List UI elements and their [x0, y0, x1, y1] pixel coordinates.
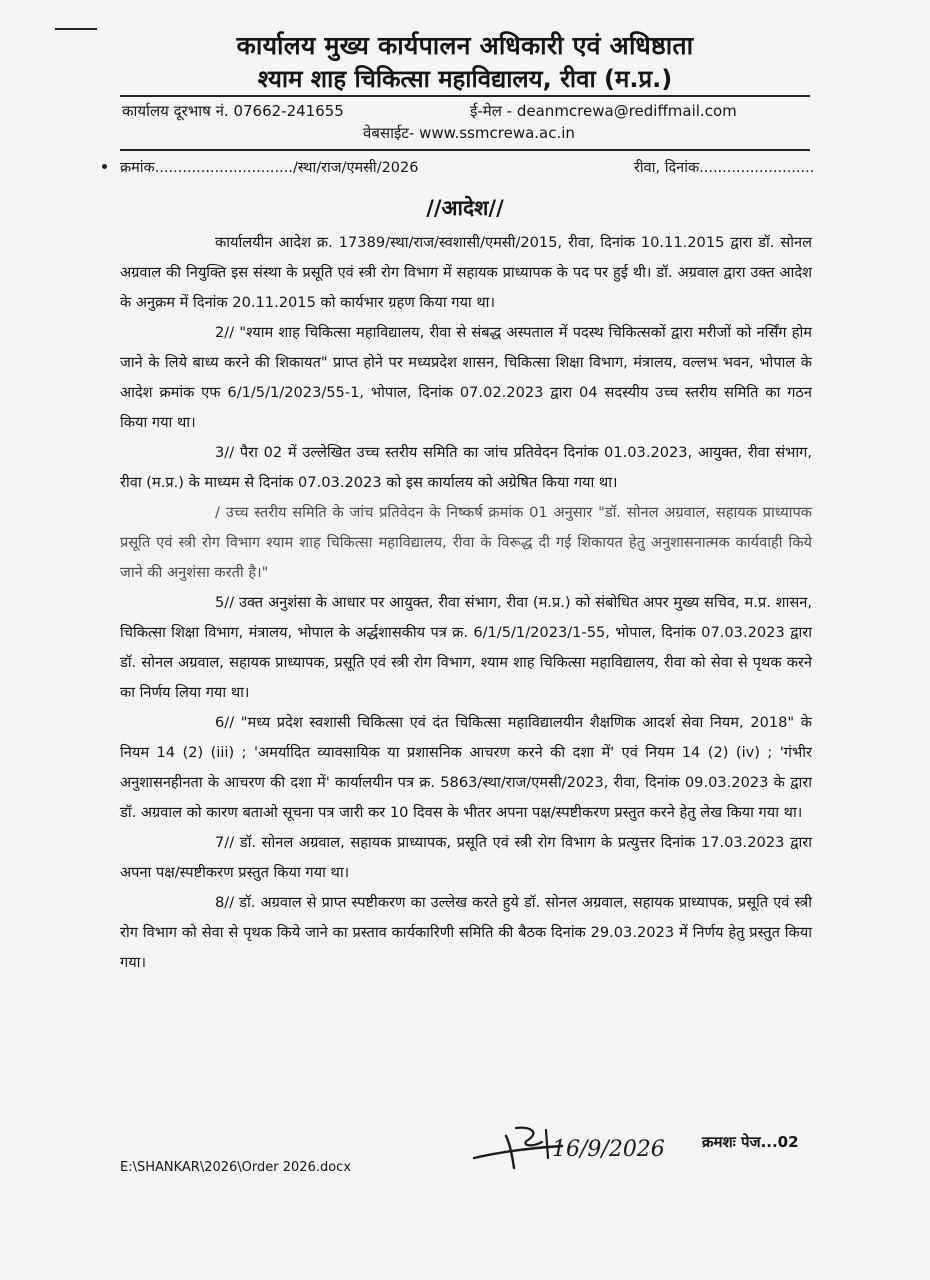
bullet-dot: [102, 164, 107, 169]
signature-date: 16/9/2026: [552, 1137, 665, 1162]
header-rule-top: [120, 95, 810, 97]
office-title: कार्यालय मुख्य कार्यपालन अधिकारी एवं अधिष्ठाता: [236, 31, 694, 60]
office-phone: कार्यालय दूरभाष नं. 07662-241655: [122, 102, 344, 120]
paragraph-2: 2// "श्याम शाह चिकित्सा महाविद्यालय, रीवा से संबद्ध अस्पताल में पदस्थ चिकित्सकों द्वारा मरीजों को नर्सिंग होम जाने के लिये बाध्य करने की शिकायत" प्राप्त होने पर मध्यप्रदेश शासन, चिकित्सा शिक्षा विभाग, मंत्रालय, वल्लभ भवन, भोपाल के आदेश क्रमांक एफ 6/1/5/1/2023/55-1, भोपाल, दिनांक 07.02.2023 द्वारा 04 सदस्यीय उच्च स्तरीय समिति का गठन किया गया था।: [120, 324, 812, 431]
handwritten-signature: [470, 1118, 670, 1174]
paragraph-5: 5// उक्त अनुशंसा के आधार पर आयुक्त, रीवा संभाग, रीवा (म.प्र.) को संबोधित अपर मुख्य सचिव, म.प्र. शासन, चिकित्सा शिक्षा विभाग, मंत्रालय, भोपाल के अर्द्धशासकीय पत्र क्र. 6/1/5/1/2023/1-55, भोपाल, दिनांक 07.03.2023 द्वारा डॉ. सोनल अग्रवाल, सहायक प्राध्यापक, प्रसूति एवं स्त्री रोग विभाग, श्याम शाह चिकित्सा महाविद्यालय, रीवा को सेवा से पृथक करने का निर्णय लिया गया था।: [120, 594, 812, 701]
paragraph-3: 3// पैरा 02 में उल्लेखित उच्च स्तरीय समिति का जांच प्रतिवेदन दिनांक 01.03.2023, आयुक्त, रीवा संभाग, रीवा (म.प्र.) के माध्यम से दिनांक 07.03.2023 को इस कार्यालय को अग्रेषित किया गया था।: [120, 444, 812, 491]
paragraph-8: 8// डॉ. अग्रवाल से प्राप्त स्पष्टीकरण का उल्लेख करते हुये डॉ. सोनल अग्रवाल, सहायक प्राध्यापक, प्रसूति एवं स्त्री रोग विभाग को सेवा से पृथक किये जाने का प्रस्ताव कार्यकारिणी समिति की बैठक दिनांक 29.03.2023 में निर्णय हेतु प्रस्तुत किया गया।: [120, 894, 812, 971]
paragraph-4: / उच्च स्तरीय समिति के जांच प्रतिवेदन के निष्कर्ष क्रमांक 01 अनुसार "डॉ. सोनल अग्रवाल, सहायक प्राध्यापक प्रसूति एवं स्त्री रोग विभाग श्याम शाह चिकित्सा महाविद्यालय, रीवा के विरूद्ध दी गई शिकायत हेतु अनुशासनात्मक कार्यवाही किये जाने की अनुशंसा करती है।": [120, 504, 812, 581]
paragraph-7: 7// डॉ. सोनल अग्रवाल, सहायक प्राध्यापक, प्रसूति एवं स्त्री रोग विभाग के प्रत्युत्तर दिनांक 17.03.2023 द्वारा अपना पक्ष/स्पष्टीकरण प्रस्तुत किया गया था।: [120, 834, 812, 881]
continued-note: क्रमशः पेज...02: [702, 1133, 799, 1151]
reference-number: क्रमांक............................../स्था/राज/एमसी/2026: [120, 160, 419, 176]
office-website: वेबसाईट- www.ssmcrewa.ac.in: [363, 124, 575, 142]
order-body: [120, 228, 812, 978]
office-email: ई-मेल - deanmcrewa@rediffmail.com: [470, 102, 737, 120]
header-rule-bottom: [120, 149, 810, 151]
paragraph-1: कार्यालयीन आदेश क्र. 17389/स्था/राज/स्वशासी/एमसी/2015, रीवा, दिनांक 10.11.2015 द्वारा डॉ. सोनल अग्रवाल की नियुक्ति इस संस्था के प्रसूति एवं स्त्री रोग विभाग में सहायक प्राध्यापक के पद पर हुई थी। डॉ. अग्रवाल द्वारा उक्त आदेश के अनुक्रम में दिनांक 20.11.2015 को कार्यभार ग्रहण किया गया था।: [120, 234, 812, 311]
order-title: //आदेश//: [426, 196, 504, 220]
place-date: रीवा, दिनांक.........................: [634, 160, 815, 176]
college-name: श्याम शाह चिकित्सा महाविद्यालय, रीवा (म.प्र.): [257, 65, 673, 93]
paragraph-6: 6// "मध्य प्रदेश स्वशासी चिकित्सा एवं दंत चिकित्सा महाविद्यालयीन शैक्षणिक आदर्श सेवा नियम, 2018" के नियम 14 (2) (iii) ; 'अमर्यादित व्यावसायिक या प्रशासनिक आचरण करने की दशा में' एवं नियम 14 (2) (iv) ; 'गंभीर अनुशासनहीनता के आचरण की दशा में' कार्यालयीन पत्र क्र. 5863/स्था/राज/एमसी/2023, रीवा, दिनांक 09.03.2023 के द्वारा डॉ. अग्रवाल को कारण बताओ सूचना पत्र जारी कर 10 दिवस के भीतर अपना पक्ष/स्पष्टीकरण प्रस्तुत करने हेतु लेख किया गया था।: [120, 714, 812, 821]
file-path: E:\SHANKAR\2026\Order 2026.docx: [120, 1160, 352, 1175]
